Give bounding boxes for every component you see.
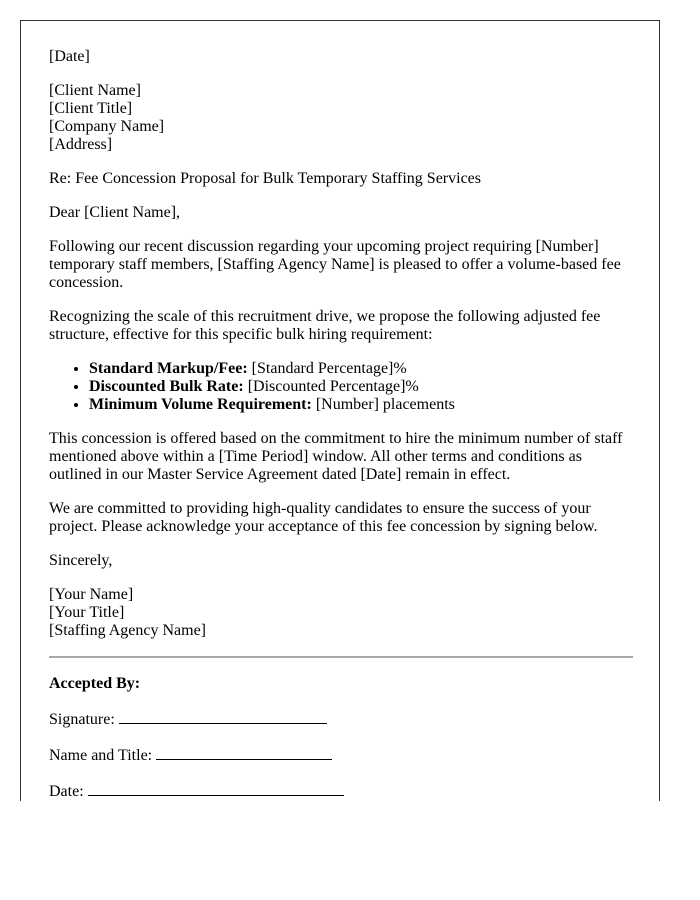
letter-content [49,48,634,801]
salutation: Dear [Client Name], [49,204,181,221]
section-divider [49,656,633,658]
fee-item-label: Discounted Bulk Rate: [89,378,244,395]
fee-structure-list [49,360,634,414]
name-title-label: Name and Title: [49,747,157,764]
acceptance-heading-text: Accepted By: [49,675,141,692]
name-title-field[interactable] [156,745,332,760]
sender-title: [Your Title] [49,604,125,621]
recipient-company: [Company Name] [49,118,165,135]
letter-date: [Date] [49,48,90,65]
fee-item-value: [Standard Percentage]% [247,360,407,377]
signature-field[interactable] [119,709,327,724]
closing: Sincerely, [49,552,113,569]
recipient-title: [Client Title] [49,100,133,117]
date-label: Date: [49,783,88,800]
fee-item-label: Standard Markup/Fee: [89,360,248,377]
fee-item-discounted [89,378,634,396]
fee-item-value: [Discounted Percentage]% [243,378,419,395]
recipient-name: [Client Name] [49,82,141,99]
fee-item-label: Minimum Volume Requirement: [89,396,312,413]
name-title-row [49,745,634,765]
subject-line: Re: Fee Concession Proposal for Bulk Temporary Staffing Services [49,170,481,187]
paragraph-terms: This concession is offered based on the commitment to hire the minimum number of staff mentioned above within a [Time Period] window. All other terms and conditions as outlined in our Master Service Agreement dated [Date] remain in effect. [49,430,623,483]
date-field[interactable] [88,781,344,796]
recipient-block [49,82,634,154]
paragraph-intro: Following our recent discussion regarding your upcoming project requiring [Number] temporary staff members, [Staffing Agency Name] is pleased to offer a volume-based fee concession. [49,238,621,291]
signature-row [49,709,634,729]
fee-item-standard [89,360,634,378]
sender-agency: [Staffing Agency Name] [49,622,206,639]
paragraph-proposal: Recognizing the scale of this recruitment drive, we propose the following adjusted fee structure, effective for this specific bulk hiring requirement: [49,308,601,343]
date-row [49,781,634,801]
fee-item-minimum-volume [89,396,634,414]
acceptance-heading [49,675,634,693]
paragraph-commitment: We are committed to providing high-quality candidates to ensure the success of your project. Please acknowledge your acceptance of this fee concession by signing below. [49,500,598,535]
recipient-address: [Address] [49,136,113,153]
letter-page [20,20,660,801]
fee-item-value: [Number] placements [311,396,455,413]
signature-label: Signature: [49,711,119,728]
sender-name: [Your Name] [49,586,134,603]
sender-block [49,586,634,640]
